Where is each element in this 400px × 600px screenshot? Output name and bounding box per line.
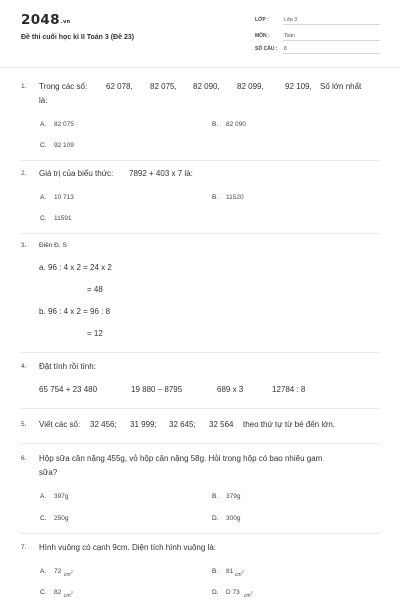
question-6-number: 6.: [21, 455, 27, 462]
question-2-option-a[interactable]: 10 713: [54, 194, 74, 201]
question-6-option-b-letter[interactable]: B.: [212, 493, 219, 500]
question-7-option-d-unit: $cm^2$: [244, 590, 253, 599]
exam-header: [0, 0, 400, 68]
question-2-option-c-letter[interactable]: C.: [40, 215, 47, 222]
question-4-number: 4.: [21, 363, 27, 370]
question-7-option-b[interactable]: 81: [226, 568, 234, 575]
question-7-option-c-unit: $cm^2$: [64, 590, 73, 599]
question-3b-expression: 96 : 4 x 2 = 96 : 8: [48, 307, 111, 316]
question-6-option-c[interactable]: 250g: [54, 515, 69, 522]
question-1-number-d: 82 099,: [237, 82, 264, 91]
question-1-tail: Số lớn nhất: [320, 82, 362, 91]
question-4-item-4: 12784 : 8: [272, 385, 306, 394]
question-count-label: SỐ CÂU :: [255, 46, 278, 52]
question-1-option-c-letter[interactable]: C.: [40, 142, 47, 149]
question-4-item-1: 65 754 + 23 480: [39, 385, 98, 394]
subject-underline: [283, 40, 380, 41]
question-4-item-2: 19 880 – 8795: [131, 385, 183, 394]
exam-title: Đề thi cuối học kì II Toán 3 (Đề 23): [21, 34, 135, 41]
question-count-underline: [283, 53, 380, 54]
question-7-option-a-unit: $cm^2$: [64, 569, 73, 578]
question-1-lead: Trong các số:: [39, 82, 88, 91]
question-6-option-d[interactable]: 300g: [226, 515, 241, 522]
class-value: Lớp 3: [284, 17, 298, 23]
question-separator: [20, 533, 380, 534]
question-1-number: 1.: [21, 83, 27, 90]
question-4-item-3: 689 x 3: [217, 385, 244, 394]
question-7-text: Hình vuông có cạnh 9cm. Diện tích hình vuông là:: [39, 543, 216, 552]
question-6-option-a-letter[interactable]: A.: [40, 493, 47, 500]
question-2-option-b[interactable]: 11520: [226, 194, 244, 201]
question-2-option-c[interactable]: 11591: [54, 215, 72, 222]
question-4-text: Đặt tính rồi tính:: [39, 362, 96, 371]
question-2-option-a-letter[interactable]: A.: [40, 194, 47, 201]
question-separator: [20, 233, 380, 234]
question-6-option-b[interactable]: 379g: [226, 493, 241, 500]
question-count-value: 8: [284, 46, 287, 52]
class-label: LỚP :: [255, 17, 269, 23]
question-2-number: 2.: [21, 170, 27, 177]
header-divider: [0, 67, 400, 68]
question-7-option-b-unit: $cm^2$: [235, 569, 244, 578]
question-1-option-c[interactable]: 92 109: [54, 142, 74, 149]
question-2-text: Giá trị của biểu thức:: [39, 169, 114, 178]
question-1-option-a[interactable]: 82 075: [54, 121, 74, 128]
question-separator: [20, 408, 380, 409]
question-7-option-c-letter[interactable]: C.: [40, 589, 47, 596]
logo-domain: .vn: [60, 19, 71, 25]
question-separator: [20, 352, 380, 353]
question-1-number-b: 82 075,: [150, 82, 177, 91]
question-6-option-c-letter[interactable]: C.: [40, 515, 47, 522]
question-5-number-a: 32 456;: [90, 420, 117, 429]
question-3b-result: = 12: [87, 329, 103, 338]
question-5-number-b: 31 999;: [130, 420, 157, 429]
logo-text: 2048: [21, 12, 60, 28]
question-5-number: 5.: [21, 421, 27, 428]
class-underline: [283, 24, 380, 25]
question-3b-label: b.: [39, 307, 46, 316]
question-2-expression: 7892 + 403 x 7 là:: [129, 169, 193, 178]
question-1-number-a: 62 078,: [106, 82, 133, 91]
question-7-option-a-letter[interactable]: A.: [40, 568, 47, 575]
question-1-option-b[interactable]: 82 090: [226, 121, 246, 128]
question-6-line2: sữa?: [39, 468, 58, 477]
question-5-tail: theo thứ tự từ bé đến lớn.: [243, 420, 336, 429]
question-5-number-c: 32 645;: [169, 420, 196, 429]
question-separator: [20, 443, 380, 444]
question-3-title: Điền Đ, S: [39, 242, 67, 249]
question-7-option-b-letter[interactable]: B.: [212, 568, 219, 575]
question-3-number: 3.: [21, 242, 27, 249]
subject-value: Toán: [284, 33, 295, 39]
question-6-line1: Hộp sữa cân nặng 455g, vỏ hộp cân nặng 58g. Hỏi trong hộp có bao nhiêu gam: [39, 454, 323, 463]
question-7-option-d-letter[interactable]: D.: [212, 589, 219, 596]
question-6-option-d-letter[interactable]: D.: [212, 515, 219, 522]
question-7-option-d[interactable]: D 73: [226, 589, 240, 596]
question-6-option-a[interactable]: 397g: [54, 493, 69, 500]
question-5-number-d: 32 564: [209, 420, 234, 429]
question-5-text: Viết các số:: [39, 420, 81, 429]
question-7-option-c[interactable]: 82: [54, 589, 62, 596]
question-2-option-b-letter[interactable]: B.: [212, 194, 219, 201]
question-1-number-e: 92 109,: [285, 82, 312, 91]
question-7-option-a[interactable]: 72: [54, 568, 62, 575]
question-3a-result: = 48: [87, 285, 103, 294]
site-logo[interactable]: [21, 12, 70, 28]
question-1-option-a-letter[interactable]: A.: [40, 121, 47, 128]
question-3a-expression: 96 : 4 x 2 = 24 x 2: [48, 263, 112, 272]
subject-label: MÔN :: [255, 33, 270, 39]
question-3a-label: a.: [39, 263, 46, 272]
question-separator: [20, 160, 380, 161]
question-1-line2: là:: [39, 96, 48, 105]
question-1-number-c: 82 090,: [193, 82, 220, 91]
question-7-number: 7.: [21, 544, 27, 551]
question-1-option-b-letter[interactable]: B.: [212, 121, 219, 128]
